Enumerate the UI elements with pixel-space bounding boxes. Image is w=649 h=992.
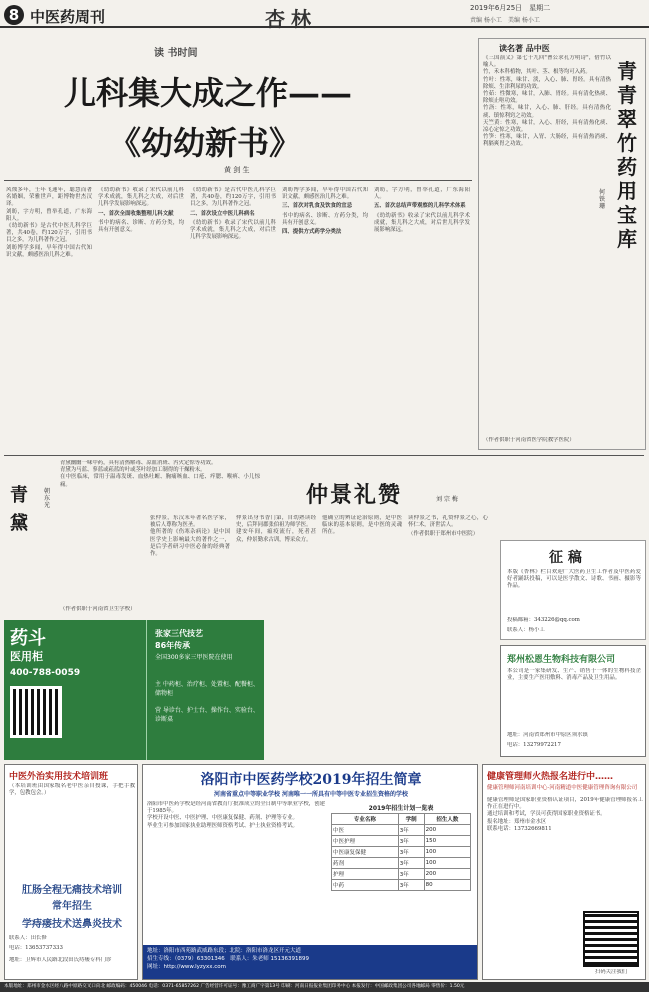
paper-name: 中医药周刊	[30, 8, 106, 26]
table-row: 中药 3年 80	[332, 880, 471, 891]
training-address: 地址：卫辉市人民路北段田氏痔瘘专科门诊	[9, 957, 112, 963]
table-header: 学制	[398, 814, 424, 825]
yaodou-ad-right	[146, 620, 264, 760]
zhongjing-title: 仲景礼赞	[306, 482, 403, 508]
training-contact: 联系人：田长修	[9, 935, 47, 941]
feature-title-line1: 儿科集大成之作——	[64, 74, 353, 112]
page-footer: 本版地址：郑州市金水区经八路中原路交叉口向北 邮政编码：450046 电话：0371-65857262 广告经营许可证号：豫工商广字第13号 印刷：河南日报报业集团印务中心 本报发行：中国邮政集团公司各地邮局 零售价：1.50元	[0, 982, 649, 992]
poem-note: （作者供职于河南省卫生学校）	[60, 606, 136, 612]
training-sub2: 常年招生	[52, 901, 92, 912]
table-header: 招生人数	[424, 814, 470, 825]
yaodou-sub: 医用柜	[10, 650, 43, 663]
luoyang-phone: 招生专线：（0379）63301346 联系人：朱老师 15136391899	[147, 956, 310, 962]
zhengzhou-phone: 电话：13279972217	[507, 742, 561, 748]
luoyang-title: 洛阳市中医药学校2019年招生简章	[200, 772, 422, 788]
yaodou-line2: 86年传承	[155, 641, 191, 650]
training-title: 中医外治实用技术培训班	[9, 772, 109, 782]
herb-author: 何 铁 珊	[599, 189, 606, 210]
yaodou-items: 主 中药柜、治疗柜、处置柜、配餐柜、储物柜	[155, 681, 259, 697]
feature-col-3: 《幼幼新书》是古代中医儿科学巨著，共40卷，约120万字，引用书目之多，为儿科著作之冠。 二、首次设立中医儿科病名 《幼幼新书》收录了宋代以前儿科学术成就，集儿科之大成，对后世儿科学发展影响深远。	[190, 187, 276, 241]
herb-title-vertical: 青青翠竹 药用宝库	[617, 59, 637, 251]
zhongjing-text-2: 仲景出身书香门第，自幼熟读经史，后拜同郡张伯祖为师学医。 建安年间，瘟疫流行，死者甚众，仲景勤求古训，博采众方。	[236, 515, 316, 543]
call-body: 本版《杏林》栏目欢迎广大医药卫生工作者及中医药爱好者踊跃投稿，可以是医学散文、诗歌、书画、摄影等作品。	[507, 569, 641, 590]
herb-note: （作者供职于河南省医学院教学医院）	[483, 437, 575, 443]
qr-code-icon	[10, 686, 62, 738]
feature-author: 黄 剑 生	[224, 166, 250, 174]
feature-col-1: 风烛多年，壬年飞速年，聪慧而著名婚姻，荣雅世声，距博物世杰汉译。 刘昉，字方明，曾举孔道，广东海阳人。 《幼幼新书》是古代中医儿科学巨著，共40卷，约120万字，引用书目之多，为儿科著作之冠。 刘昉博学多闻，早年得中国古代知识文献，颇感医治儿科之难。	[6, 187, 92, 258]
feature-col-4: 刘昉博学多闻，早年得中国古代知识文献，颇感医治儿科之难。 三、首次对乳食及饮食的宜忌 书中的病名、诊断、方药分类，均具有开创意义。 四、提供方式药学分类法	[282, 187, 368, 236]
zhengzhou-address: 地址：河南省郑州市中原区须水镇	[507, 732, 588, 738]
feature-col-5: 刘昉，字方明，曾举孔道，广东海阳人。 五、首次总结声带观察的儿科学术体系 《幼幼新书》收录了宋代以前儿科学术成就，集儿科之大成，对后世儿科学发展影响深远。	[374, 187, 470, 234]
divider	[4, 455, 644, 456]
yaodou-line3: 全国300多家三甲医院在使用	[155, 654, 233, 661]
zhengzhou-title: 郑州松恩生物科技有限公司	[507, 655, 616, 665]
training-ad[interactable]	[4, 764, 138, 980]
training-phone: 电话：13653737333	[9, 945, 63, 951]
call-title: 征 稿	[549, 550, 582, 566]
editor-info: 责编 杨小工 美编 杨小工	[470, 17, 540, 24]
herb-column	[478, 38, 646, 450]
table-header: 专业名称	[332, 814, 399, 825]
issue-date: 2019年6月25日 星期二	[470, 4, 551, 12]
yaodou-items2: 营 导诊台、护士台、操作台、实验台、诊断桌	[155, 707, 259, 723]
zhongjing-author: 刘 宗 梅	[436, 496, 458, 503]
health-ad[interactable]	[482, 764, 646, 980]
table-row: 护理 3年 200	[332, 869, 471, 880]
zhongjing-text-3: 他确立的辨证论治原则，是中医临床的基本原则，是中医的灵魂所在。	[322, 515, 402, 536]
luoyang-table	[331, 813, 471, 891]
herb-column-label: 读名著 品中医	[499, 43, 550, 53]
yaodou-brand: 药斗	[10, 628, 46, 649]
health-body: 健康管理师是国家职业资格认证项目，2019年健康管理师报名工作正在进行中。 通过培训和考试，学员可获得国家职业资格证书。 报名地址：郑州市金水区 联系电话：13732669811	[487, 797, 643, 832]
masthead	[0, 0, 649, 31]
section-title: 杏林	[265, 7, 317, 31]
herb-text: 《三国演义》第七十九回"曹公求孔方明诗"，借竹以喻人。 竹，禾本科植物，其叶、茎、根等均可入药。 竹叶：性寒，味甘、淡，入心、肺、胃经。具有清热除烦、生津利尿的功效。 竹茹：性微寒，味甘，入肺、胃经。具有清化热痰、除烦止呕功效。 竹沥：性寒，味甘，入心、肺、肝经。具有清热化痰、镇惊利窍之功效。 天竺黄：性寒，味甘，入心、肝经，具有清热化痰、凉心定惊之功效。 竹笋：性寒，味甘，入胃、大肠经，具有清热消痰、利膈爽胃之功效。	[483, 55, 611, 148]
call-contact: 联系人：杨小工	[507, 627, 545, 633]
health-qr-label: 扫码关注我们	[594, 969, 628, 975]
zhengzhou-ad[interactable]	[500, 645, 646, 757]
zhongjing-text-1: 张仲景，东汉末年著名医学家，被后人尊称为医圣。 他所著的《伤寒杂病论》是中国医学史上影响最大的著作之一，是后学者研习中医必备的经典著作。	[150, 515, 230, 558]
luoyang-subtitle: 河南省重点中等职业学校 河南唯一一所具有中等中医专业招生资格的学校	[213, 791, 409, 798]
table-row: 中医 3年 200	[332, 825, 471, 836]
page-number: 8	[4, 5, 24, 25]
health-title: 健康管理师火热报名进行中……	[487, 772, 614, 782]
training-title2: 肛肠全程无痛技术培训	[22, 885, 122, 896]
luoyang-table-title: 2019年招生计划一览表	[368, 805, 434, 812]
divider	[4, 180, 472, 181]
table-row: 中医护理 3年 150	[332, 836, 471, 847]
table-row: 中医康复保健 3年 100	[332, 847, 471, 858]
luoyang-footer	[143, 945, 477, 979]
zhongjing-text-4: 读仲景之书，礼赞仲景之心，心怀仁术，济世活人。 （作者供职于郑州市中医院）	[408, 515, 488, 538]
luoyang-body: 洛阳市中医药学校是经河南省教育厅批准成立的全日制中等职业学校，创建于1985年。 学校开设中医、中医护理、中医康复保健、药剂、护理等专业。 毕业生可参加国家执业助理医师资格考试、护士执业资格考试。	[147, 801, 325, 829]
luoyang-ad[interactable]	[142, 764, 478, 980]
feature-article	[4, 32, 472, 452]
yaodou-line1: 张家三代技艺	[155, 629, 203, 638]
table-row: 药剂 3年 100	[332, 858, 471, 869]
zhengzhou-body: 本公司是一家集研发、生产、销售于一体的生物科技企业，主要生产医用敷料、消毒产品及卫生用品。	[507, 668, 641, 682]
feature-title-line2: 《幼幼新书》	[109, 124, 302, 162]
yaodou-ad[interactable]	[4, 620, 146, 760]
feature-col-2: 《幼幼新书》收录了宋代以前儿科学术成就，集儿科之大成，对后世儿科学发展影响深远。 一、首次全面收集整理儿科文献 书中的病名、诊断、方药分类，均具有开创意义。	[98, 187, 184, 234]
call-for-papers	[500, 540, 646, 640]
poem-author: 朝东光	[44, 488, 51, 509]
training-body: （本培训班由国家级名老中医亲自授课，手把手教学，包教包会。）	[9, 783, 135, 797]
poem-title: 青黛	[10, 485, 28, 534]
table-row	[332, 814, 471, 825]
luoyang-website[interactable]: 网址：http://www.lyzyxx.com	[147, 964, 227, 970]
call-email[interactable]: 投稿邮箱：343226@qq.com	[507, 617, 580, 623]
poem-text: 青黛幽幽一味中药，具有清热解毒、凉血消斑、泻火定惊等功效。 青黛为马蓝、蓼蓝或菘蓝的叶或茎叶经加工制得的干燥粉末。 在中医临床，常用于温毒发斑、血热吐衄、胸痛咳血、口疮、痄腮、喉痹、小儿惊痫。	[60, 460, 260, 488]
qr-code-icon	[583, 911, 639, 967]
health-subtitle: 健康管理师河南培训中心·河南精道中医健康管理咨询有限公司	[487, 785, 638, 791]
training-title3: 学痔瘘技术送鼻炎技术	[22, 919, 122, 930]
column-label: 读 书时间	[154, 48, 198, 59]
luoyang-address: 地址：洛阳市西苑路武威路东段；北院：洛阳市洛龙区开元大道	[147, 948, 302, 954]
yaodou-phone: 400-788-0059	[10, 668, 81, 678]
